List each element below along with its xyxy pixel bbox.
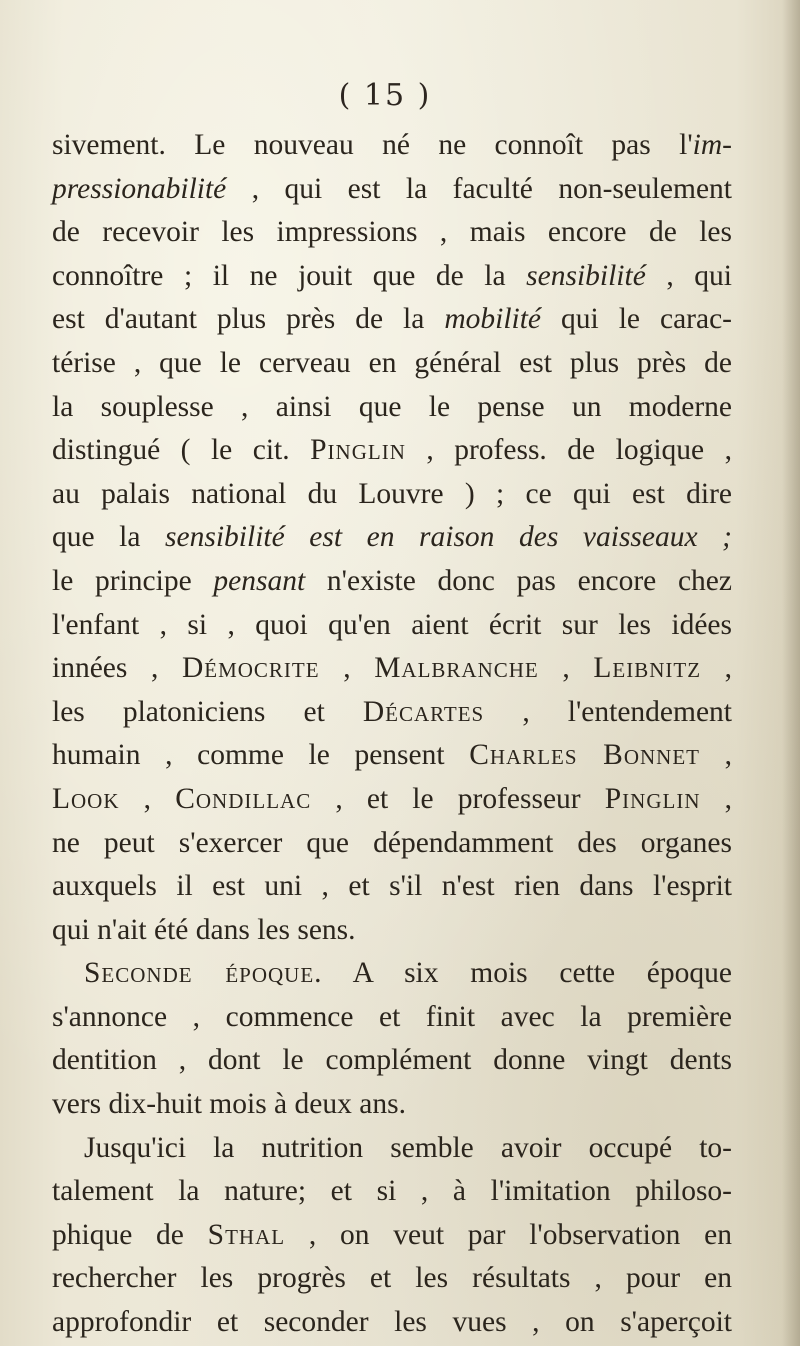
- text-segment: qui le carac-: [541, 303, 732, 336]
- text-line: [52, 386, 732, 430]
- body-text: [52, 124, 732, 1345]
- text-segment: dentition , dont le complément donne vingt dents: [52, 1044, 732, 1077]
- text-segment: ,: [701, 652, 733, 685]
- text-line: [52, 909, 732, 953]
- text-segment: talement la nature; et si , à l'imitation philoso-: [52, 1175, 732, 1208]
- text-line: [52, 1214, 732, 1258]
- text-segment: ne peut s'exercer que dépendamment des organes: [52, 826, 732, 859]
- text-line: [52, 516, 732, 560]
- text-segment: , qui est la faculté non-seulement: [226, 172, 732, 205]
- small-caps-name: Condillac: [175, 782, 312, 815]
- text-line: [52, 996, 732, 1040]
- text-line: [52, 1083, 732, 1127]
- text-segment: ,: [319, 652, 375, 685]
- text-segment: térise , que le cerveau en général est plus près de: [52, 346, 732, 379]
- text-segment: au palais national du Louvre ) ; ce qui est dire: [52, 477, 732, 510]
- text-segment: approfondir et seconder les vues , on s'aperçoit: [52, 1306, 732, 1339]
- text-segment: vers dix-huit mois à deux ans.: [52, 1088, 406, 1121]
- text-line: [52, 1170, 732, 1214]
- text-segment: innées ,: [52, 652, 182, 685]
- text-line: [52, 952, 732, 996]
- text-segment: que la: [52, 521, 166, 554]
- page-number: ( 15 ): [338, 78, 432, 113]
- text-segment: l'enfant , si , quoi qu'en aient écrit sur les idées: [52, 608, 732, 641]
- text-line: [52, 604, 732, 648]
- text-segment: est d'autant plus près de la: [52, 303, 445, 336]
- small-caps-name: Décartes: [362, 695, 485, 728]
- text-line: [52, 342, 732, 386]
- text-segment: ,: [119, 782, 176, 815]
- text-line: [52, 168, 732, 212]
- text-segment: la souplesse , ainsi que le pense un moderne: [52, 390, 732, 423]
- text-segment: , l'entendement: [484, 695, 732, 728]
- small-caps-name: Seconde époque.: [84, 957, 323, 990]
- text-line: [52, 865, 732, 909]
- italic-phrase: im-: [692, 129, 732, 161]
- italic-phrase: sensibilité: [526, 259, 646, 292]
- text-segment: , profess. de logique ,: [405, 434, 733, 467]
- italic-phrase: mobilité: [444, 303, 542, 336]
- text-segment: auxquels il est uni , et s'il n'est rien dans l'esprit: [52, 870, 732, 903]
- small-caps-name: Leibnitz: [593, 652, 702, 685]
- small-caps-name: Pinglin: [604, 782, 701, 815]
- small-caps-name: Charles Bonnet: [469, 739, 701, 772]
- small-caps-name: Sthal: [207, 1218, 286, 1251]
- text-line: [52, 211, 732, 255]
- text-segment: le principe: [52, 564, 214, 597]
- small-caps-name: Pinglin: [310, 434, 406, 467]
- text-segment: qui n'ait été dans les sens.: [52, 913, 356, 946]
- text-segment: ,: [538, 652, 594, 685]
- text-segment: connoître ; il ne jouit que de la: [52, 259, 527, 292]
- text-line: [52, 1301, 732, 1345]
- text-segment: les platoniciens et: [52, 695, 363, 728]
- italic-phrase: pressionabilité: [52, 172, 227, 205]
- italic-phrase: pensant: [213, 564, 306, 597]
- text-segment: ,: [700, 782, 733, 815]
- page-edge-shadow: [782, 0, 800, 1346]
- small-caps-name: Démocrite: [181, 652, 320, 685]
- small-caps-name: Look: [52, 782, 120, 815]
- text-segment: , qui: [645, 259, 732, 292]
- text-line: [52, 647, 732, 691]
- text-segment: Jusqu'ici la nutrition semble avoir occupé to-: [84, 1131, 732, 1164]
- text-line: [52, 473, 732, 517]
- text-line: [52, 1039, 732, 1083]
- text-line: [52, 1127, 732, 1171]
- text-segment: A six mois cette époque: [322, 957, 732, 990]
- text-line: [52, 778, 732, 822]
- text-segment: n'existe donc pas encore chez: [305, 564, 732, 597]
- text-segment: rechercher les progrès et les résultats , pour en: [52, 1262, 732, 1295]
- text-line: [52, 429, 732, 473]
- text-line: [52, 1257, 732, 1301]
- text-segment: sivement. Le nouveau né ne connoît pas l': [52, 129, 693, 161]
- text-segment: s'annonce , commence et finit avec la première: [52, 1000, 732, 1033]
- text-line: [52, 560, 732, 604]
- text-segment: , et le professeur: [311, 782, 605, 815]
- text-segment: phique de: [52, 1218, 208, 1251]
- italic-phrase: sensibilité est en raison des vaisseaux ;: [165, 521, 732, 554]
- text-line: [52, 124, 732, 168]
- text-line: [52, 691, 732, 735]
- text-segment: distingué ( le cit.: [52, 434, 311, 467]
- text-segment: ,: [700, 739, 733, 772]
- text-segment: humain , comme le pensent: [52, 739, 470, 772]
- text-line: [52, 298, 732, 342]
- small-caps-name: Malbranche: [374, 652, 539, 685]
- text-line: [52, 734, 732, 778]
- text-line: [52, 255, 732, 299]
- text-segment: de recevoir les impressions , mais encore de les: [52, 216, 732, 249]
- text-line: [52, 822, 732, 866]
- text-segment: , on veut par l'observation en: [285, 1218, 732, 1251]
